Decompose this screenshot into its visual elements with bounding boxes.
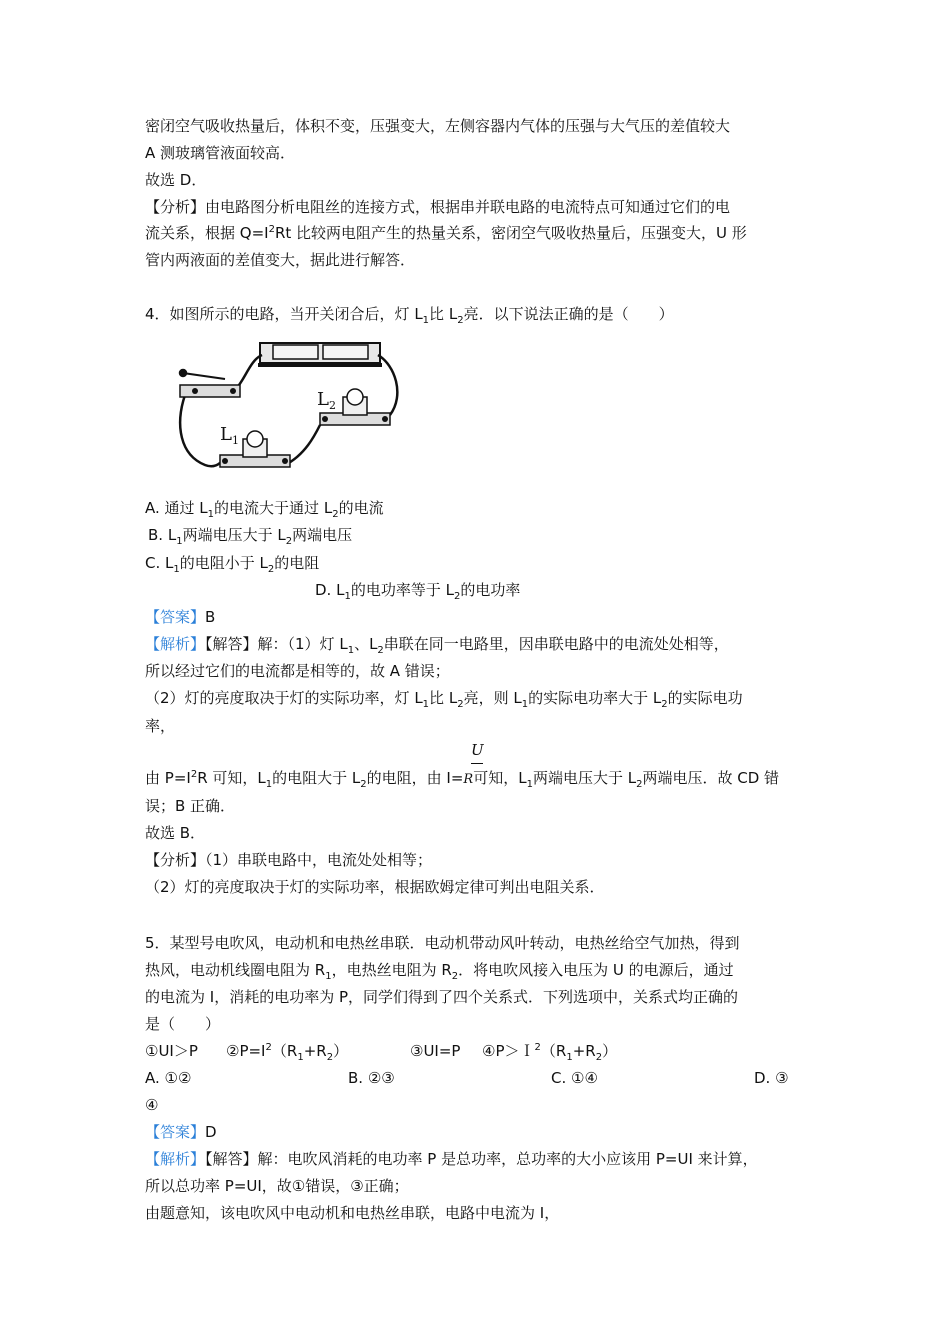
text-line: A 测玻璃管液面较高． [145,144,296,162]
text-line: 【分析】（1）串联电路中，电流处处相等； [145,851,433,869]
tag: 【答案】 [145,1123,206,1141]
text-line: （2）灯的亮度取决于灯的实际功率，根据欧姆定律可判出电阻关系． [145,878,605,896]
relation-1: ①UI＞P [145,1042,198,1060]
text-line: 是（ ） [145,1015,221,1033]
option-c: C. $L_1$的电阻小于 $L_2$的电阻 [145,554,320,575]
text-line: 率， [145,717,176,735]
question-4: 4．如图所示的电路，当开关闭合后，灯 $L_1$比 $L_2$亮．以下说法正确的是（ ） [145,305,674,326]
option-b: B. $L_1$两端电压大于 $L_2$两端电压 [148,526,353,547]
text-line: 故选 D． [145,171,207,189]
relation-3: ③UI=P [410,1042,461,1060]
answer-5: 【答案】D [145,1123,217,1141]
q5-option-d-cont: ④ [145,1096,159,1114]
text-line: 由 $P=I^2R$ 可知，$L_1$的电阻大于 $L_2$的电阻，由 I=R可知，$L_1$两端电压大于 $L_2$两端电压．故 CD 错 [145,769,780,790]
q5-option-a: A. ①② [145,1069,192,1087]
text-line: 【分析】由电路图分析电阻丝的连接方式，根据串并联电路的电流特点可知通过它们的电 [145,198,731,216]
tag: 【解析】 [145,1150,206,1168]
text-line: 流关系，根据 $Q=I^2Rt$ 比较两电阻产生的热量关系，密闭空气吸收热量后，压强变大，U 形 [145,224,747,242]
text-line: 所以总功率 P=UI，故①错误，③正确； [145,1177,409,1195]
analysis-4: 【解析】【解答】解：（1）灯 $L_1$、$L_2$串联在同一电路里，因串联电路中的电流处处相等， [145,635,729,656]
tag: 【分析】 [145,851,206,869]
text-line: 的电流为 I，消耗的电功率为 P，同学们得到了四个关系式．下列选项中，关系式均正确的 [145,988,739,1006]
tag: 【解析】 [145,635,206,653]
text-line: 密闭空气吸收热量后，体积不变，压强变大，左侧容器内气体的压强与大气压的差值较大 [145,117,731,135]
option-d: D. $L_1$的电功率等于 $L_2$的电功率 [315,581,521,602]
q5-option-d: D. ③ [754,1069,789,1087]
analysis-5: 【解析】【解答】解：电吹风消耗的电功率 P 是总功率，总功率的大小应该用 P=UI 来计算， [145,1150,758,1168]
answer-4: 【答案】B [145,608,216,626]
text-line: 由题意知，该电吹风中电动机和电热丝串联，电路中电流为 I， [145,1204,560,1222]
q5-option-b: B. ②③ [348,1069,395,1087]
fraction: U [471,741,483,759]
label-L1: $L_1$ [220,424,239,447]
text-line: 管内两液面的差值变大，据此进行解答． [145,251,416,269]
label-L2: $L_2$ [317,389,336,412]
question-5: 5．某型号电吹风，电动机和电热丝串联．电动机带动风叶转动，电热丝给空气加热，得到 [145,934,740,952]
text-line: 热风，电动机线圈电阻为 $R_1$，电热丝电阻为 $R_2$．将电吹风接入电压为 U 的电源后，通过 [145,961,734,982]
text-line: 故选 B． [145,824,206,842]
text-line: 误；B 正确． [145,797,236,815]
q5-option-c: C. ①④ [551,1069,598,1087]
circuit-figure [165,335,405,485]
relation-2: $②P=I^2(R_1+R_2)$ [226,1042,349,1063]
text-line: 所以经过它们的电流都是相等的，故 A 错误； [145,662,450,680]
relation-4: $④P>I^2(R_1+R_2)$ [482,1042,618,1063]
text-line: （2）灯的亮度取决于灯的实际功率，灯 $L_1$比 $L_2$亮，则 $L_1$的实际电功率大于 $L_2$的实际电功 [145,689,743,710]
tag: 【答案】 [145,608,206,626]
option-a: A. 通过 $L_1$的电流大于通过 $L_2$的电流 [145,499,384,520]
tag: 【分析】 [145,198,206,216]
